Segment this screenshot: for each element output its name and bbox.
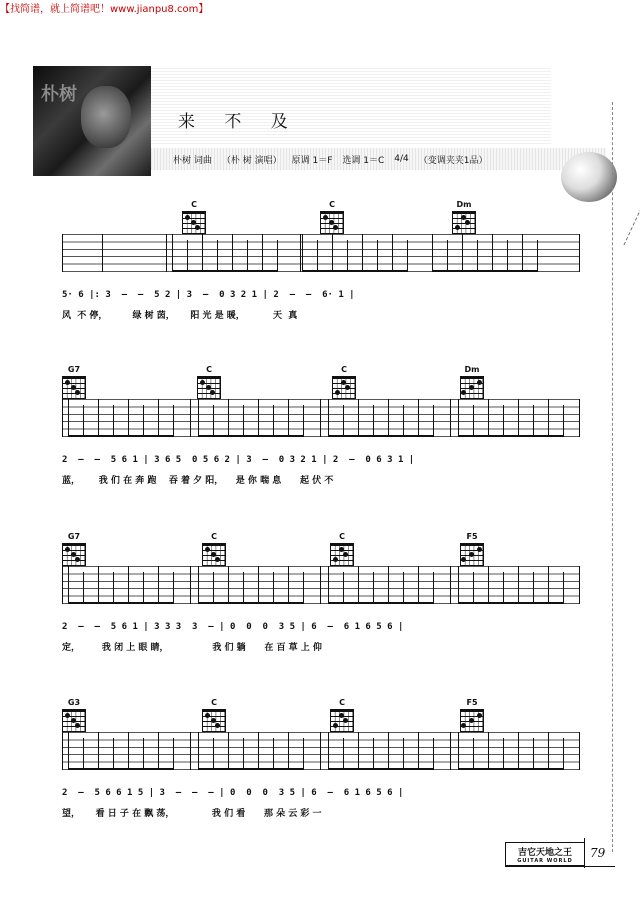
chord-name: G7 — [67, 365, 81, 374]
chord-grid — [460, 376, 484, 399]
chord-grid — [62, 543, 86, 566]
note-stem — [143, 405, 144, 437]
finger-dot — [455, 225, 460, 230]
chord-grid — [332, 376, 356, 399]
time-signature: 4/4 — [394, 154, 409, 164]
chord-grid — [197, 376, 221, 399]
note-stem — [328, 732, 329, 770]
finger-dot — [339, 547, 344, 552]
beam — [198, 768, 304, 770]
note-stem — [537, 240, 538, 272]
chord-diagram — [452, 200, 476, 234]
note-stem — [458, 399, 459, 437]
finger-dot — [71, 552, 76, 557]
magazine-sub: GUITAR WORLD — [517, 857, 573, 864]
finger-dot — [185, 215, 190, 220]
note-stem — [563, 405, 564, 437]
bar-line — [62, 399, 63, 437]
chord-diagram — [182, 200, 206, 234]
note-stem — [288, 732, 289, 770]
note-stem — [373, 738, 374, 770]
note-stem — [83, 572, 84, 604]
bar-line — [62, 566, 63, 604]
note-stem — [533, 738, 534, 770]
note-stem — [388, 732, 389, 770]
beam — [68, 768, 174, 770]
note-stem — [262, 234, 263, 272]
note-stem — [158, 732, 159, 770]
finger-dot — [333, 557, 338, 562]
finger-dot — [71, 718, 76, 723]
finger-dot — [75, 723, 80, 728]
note-stem — [98, 566, 99, 604]
finger-dot — [469, 385, 474, 390]
notation-system — [62, 365, 582, 530]
cd-disc-icon — [561, 152, 617, 202]
finger-dot — [65, 713, 70, 718]
note-stem — [343, 572, 344, 604]
note-stem — [492, 234, 493, 272]
note-stem — [362, 234, 363, 272]
chord-diagram — [460, 365, 484, 399]
note-stem — [173, 405, 174, 437]
chord-grid — [62, 709, 86, 732]
chord-name: C — [211, 532, 217, 541]
note-stem — [277, 240, 278, 272]
beam — [328, 768, 434, 770]
artist-face — [81, 86, 131, 148]
lyrics-line: 定， 我 闭 上 眼 睛， 我 们 躺 在 百 草 上 仰 — [62, 643, 322, 653]
note-stem — [343, 405, 344, 437]
original-key: 原调 1＝F — [291, 155, 333, 166]
note-stem — [533, 572, 534, 604]
note-stem — [403, 738, 404, 770]
note-stem — [548, 732, 549, 770]
note-stem — [418, 399, 419, 437]
note-stem — [243, 572, 244, 604]
chord-grid — [452, 211, 476, 234]
note-stem — [522, 234, 523, 272]
bar-line — [62, 732, 63, 770]
note-stem — [488, 732, 489, 770]
note-stem — [392, 234, 393, 272]
jianpu-notes: 5· 6 |: 3 – – 5 2 | 3 – 0 3 2 1 | 2 – – 6· 1 | — [62, 290, 355, 300]
note-stem — [462, 234, 463, 272]
tab-staff — [62, 234, 580, 272]
page-number: 79 — [590, 846, 606, 860]
notation-system — [62, 698, 582, 863]
bar-line — [190, 566, 191, 604]
finger-dot — [461, 557, 466, 562]
note-stem — [433, 572, 434, 604]
note-stem — [173, 738, 174, 770]
finger-dot — [343, 552, 348, 557]
note-stem — [213, 738, 214, 770]
note-stem — [473, 572, 474, 604]
note-stem — [373, 572, 374, 604]
note-stem — [343, 738, 344, 770]
note-stem — [388, 399, 389, 437]
chord-name: C — [191, 200, 197, 209]
bar-line — [190, 732, 191, 770]
finger-dot — [461, 723, 466, 728]
lyrics-line: 望， 看 日 子 在 飘 荡， 我 们 看 那 朵 云 彩 一 — [62, 809, 322, 819]
finger-dot — [461, 215, 466, 220]
finger-dot — [205, 547, 210, 552]
note-stem — [68, 399, 69, 437]
magazine-name: 吉它天地之王 — [517, 847, 572, 858]
finger-dot — [211, 552, 216, 557]
song-performer: （朴 树 演唱） — [221, 155, 282, 166]
note-stem — [228, 399, 229, 437]
note-stem — [288, 566, 289, 604]
chord-diagram — [332, 365, 356, 399]
beam — [458, 435, 564, 437]
chord-grid — [62, 376, 86, 399]
note-stem — [243, 738, 244, 770]
finger-dot — [65, 380, 70, 385]
notation-system — [62, 532, 582, 697]
finger-dot — [477, 380, 482, 385]
note-stem — [213, 405, 214, 437]
note-stem — [273, 405, 274, 437]
song-meta — [151, 148, 606, 170]
finger-dot — [195, 225, 200, 230]
chord-diagram — [330, 698, 354, 732]
note-stem — [518, 399, 519, 437]
note-stem — [447, 240, 448, 272]
beam — [432, 270, 538, 272]
song-header — [33, 66, 605, 176]
finger-dot — [215, 723, 220, 728]
note-stem — [303, 572, 304, 604]
chord-name: C — [206, 365, 212, 374]
chord-grid — [460, 709, 484, 732]
photo-logo: 朴树 — [41, 84, 77, 105]
chord-name: C — [339, 532, 345, 541]
finger-dot — [335, 390, 340, 395]
chord-diagram — [62, 698, 86, 732]
note-stem — [173, 572, 174, 604]
note-stem — [518, 566, 519, 604]
note-stem — [433, 405, 434, 437]
finger-dot — [465, 220, 470, 225]
note-stem — [373, 405, 374, 437]
note-stem — [477, 240, 478, 272]
finger-dot — [345, 385, 350, 390]
chord-name: G3 — [67, 698, 81, 707]
chord-diagram — [197, 365, 221, 399]
bar-line — [450, 566, 451, 604]
note-stem — [548, 399, 549, 437]
note-stem — [158, 566, 159, 604]
note-stem — [328, 399, 329, 437]
bar-line — [579, 234, 580, 272]
finger-dot — [191, 220, 196, 225]
note-stem — [198, 566, 199, 604]
chord-name: F5 — [466, 698, 478, 707]
beam — [328, 602, 434, 604]
bar-line — [166, 234, 167, 272]
note-stem — [358, 399, 359, 437]
note-stem — [432, 234, 433, 272]
finger-dot — [461, 390, 466, 395]
finger-dot — [329, 220, 334, 225]
footer-divider — [584, 838, 585, 868]
note-stem — [418, 732, 419, 770]
jianpu-notes: 2 – – 5 6 1 | 3 6 5 0 5 6 2 | 3 – 0 3 2 1 | 2 – 0 6 3 1 | — [62, 455, 415, 465]
note-stem — [98, 399, 99, 437]
note-stem — [403, 572, 404, 604]
note-stem — [458, 732, 459, 770]
note-stem — [228, 732, 229, 770]
watermark-banner: 【找简谱，就上简谱吧！www.jianpu8.com】 — [0, 4, 209, 15]
bar-line — [190, 399, 191, 437]
finger-dot — [65, 547, 70, 552]
note-stem — [143, 738, 144, 770]
note-stem — [418, 566, 419, 604]
chord-grid — [460, 543, 484, 566]
note-stem — [473, 738, 474, 770]
finger-dot — [211, 718, 216, 723]
note-stem — [358, 566, 359, 604]
beam — [172, 270, 278, 272]
chord-name: G7 — [67, 532, 81, 541]
note-stem — [247, 240, 248, 272]
bar-line — [320, 399, 321, 437]
note-stem — [143, 572, 144, 604]
note-stem — [273, 738, 274, 770]
note-stem — [187, 240, 188, 272]
note-stem — [303, 738, 304, 770]
bar-line — [300, 234, 301, 272]
note-stem — [83, 738, 84, 770]
note-stem — [288, 399, 289, 437]
note-stem — [198, 399, 199, 437]
jianpu-notes: 2 – – 5 6 1 | 3 3 3 3 – | 0 0 0 3 5 | 6 – 6 1 6 5 6 | — [62, 622, 404, 632]
note-stem — [488, 566, 489, 604]
finger-dot — [339, 713, 344, 718]
note-stem — [548, 566, 549, 604]
note-stem — [217, 240, 218, 272]
note-stem — [198, 732, 199, 770]
finger-dot — [341, 380, 346, 385]
note-stem — [503, 405, 504, 437]
chord-grid — [330, 543, 354, 566]
finger-dot — [71, 385, 76, 390]
note-stem — [128, 566, 129, 604]
chord-diagram — [62, 532, 86, 566]
beam — [198, 435, 304, 437]
bar-line — [320, 732, 321, 770]
note-stem — [503, 738, 504, 770]
beam — [198, 602, 304, 604]
note-stem — [358, 732, 359, 770]
chord-diagram — [460, 532, 484, 566]
note-stem — [243, 405, 244, 437]
note-stem — [377, 240, 378, 272]
note-stem — [113, 405, 114, 437]
bar-line — [102, 234, 103, 272]
chord-diagram — [460, 698, 484, 732]
tab-staff — [62, 399, 580, 437]
chord-diagram — [320, 200, 344, 234]
note-stem — [68, 566, 69, 604]
note-stem — [213, 572, 214, 604]
beam — [302, 270, 408, 272]
finger-dot — [200, 380, 205, 385]
note-stem — [128, 399, 129, 437]
lyrics-line: 蓝， 我 们 在 奔 跑 吞 着 夕 阳， 是 你 喘 息 起 伏 不 — [62, 476, 334, 486]
note-stem — [258, 399, 259, 437]
note-stem — [473, 405, 474, 437]
finger-dot — [333, 723, 338, 728]
beam — [458, 602, 564, 604]
bar-line — [320, 566, 321, 604]
chord-name: C — [329, 200, 335, 209]
artist-photo — [33, 66, 151, 176]
bar-line — [579, 732, 580, 770]
note-stem — [328, 566, 329, 604]
finger-dot — [323, 215, 328, 220]
chord-name: C — [211, 698, 217, 707]
beam — [328, 435, 434, 437]
chord-grid — [202, 543, 226, 566]
finger-dot — [75, 557, 80, 562]
note-stem — [458, 566, 459, 604]
finger-dot — [75, 390, 80, 395]
capo-note: （变调夹夹1品） — [418, 155, 488, 166]
song-title: 来 不 及 — [178, 112, 300, 132]
bar-line — [579, 566, 580, 604]
bar-line — [62, 234, 63, 272]
finger-dot — [477, 547, 482, 552]
note-stem — [98, 732, 99, 770]
note-stem — [258, 732, 259, 770]
finger-dot — [343, 718, 348, 723]
note-stem — [113, 572, 114, 604]
chord-grid — [330, 709, 354, 732]
title-band — [151, 66, 551, 146]
finger-dot — [469, 718, 474, 723]
note-stem — [228, 566, 229, 604]
chosen-key: 选调 1＝C — [342, 155, 385, 166]
finger-dot — [215, 557, 220, 562]
note-stem — [488, 399, 489, 437]
note-stem — [158, 399, 159, 437]
bar-line — [450, 732, 451, 770]
lyrics-line: 风 不 停， 绿 树 茵， 阳 光 是 暖， 天 真 — [62, 311, 298, 321]
footer-rule — [505, 866, 615, 867]
finger-dot — [477, 713, 482, 718]
note-stem — [533, 405, 534, 437]
note-stem — [403, 405, 404, 437]
chord-diagram — [62, 365, 86, 399]
chord-name: Dm — [464, 365, 480, 374]
chord-diagram — [202, 532, 226, 566]
chord-name: C — [341, 365, 347, 374]
beam — [68, 435, 174, 437]
finger-dot — [210, 390, 215, 395]
note-stem — [303, 405, 304, 437]
note-stem — [68, 732, 69, 770]
chord-grid — [182, 211, 206, 234]
bar-line — [579, 399, 580, 437]
chord-grid — [320, 211, 344, 234]
note-stem — [407, 240, 408, 272]
finger-dot — [469, 552, 474, 557]
finger-dot — [333, 225, 338, 230]
tab-staff — [62, 566, 580, 604]
chord-name: F5 — [466, 532, 478, 541]
note-stem — [317, 240, 318, 272]
finger-dot — [206, 385, 211, 390]
notation-system — [62, 200, 582, 365]
note-stem — [202, 234, 203, 272]
note-stem — [563, 572, 564, 604]
tab-staff — [62, 732, 580, 770]
note-stem — [347, 240, 348, 272]
note-stem — [258, 566, 259, 604]
note-stem — [172, 234, 173, 272]
chord-grid — [202, 709, 226, 732]
note-stem — [83, 405, 84, 437]
note-stem — [302, 234, 303, 272]
chord-diagram — [202, 698, 226, 732]
song-credits: 朴树 词曲 — [173, 155, 212, 166]
note-stem — [388, 566, 389, 604]
note-stem — [563, 738, 564, 770]
bar-line — [450, 399, 451, 437]
note-stem — [128, 732, 129, 770]
chord-name: C — [339, 698, 345, 707]
jianpu-notes: 2 – 5 6 6 1 5 | 3 – – – | 0 0 0 3 5 | 6 – 6 1 6 5 6 | — [62, 788, 404, 798]
beam — [458, 768, 564, 770]
note-stem — [507, 240, 508, 272]
note-stem — [113, 738, 114, 770]
magazine-badge — [505, 842, 585, 866]
note-stem — [232, 234, 233, 272]
note-stem — [332, 234, 333, 272]
note-stem — [518, 732, 519, 770]
note-stem — [273, 572, 274, 604]
beam — [68, 602, 174, 604]
note-stem — [503, 572, 504, 604]
note-stem — [433, 738, 434, 770]
dashed-margin-line — [612, 102, 613, 852]
finger-dot — [205, 713, 210, 718]
chord-diagram — [330, 532, 354, 566]
chord-name: Dm — [456, 200, 472, 209]
